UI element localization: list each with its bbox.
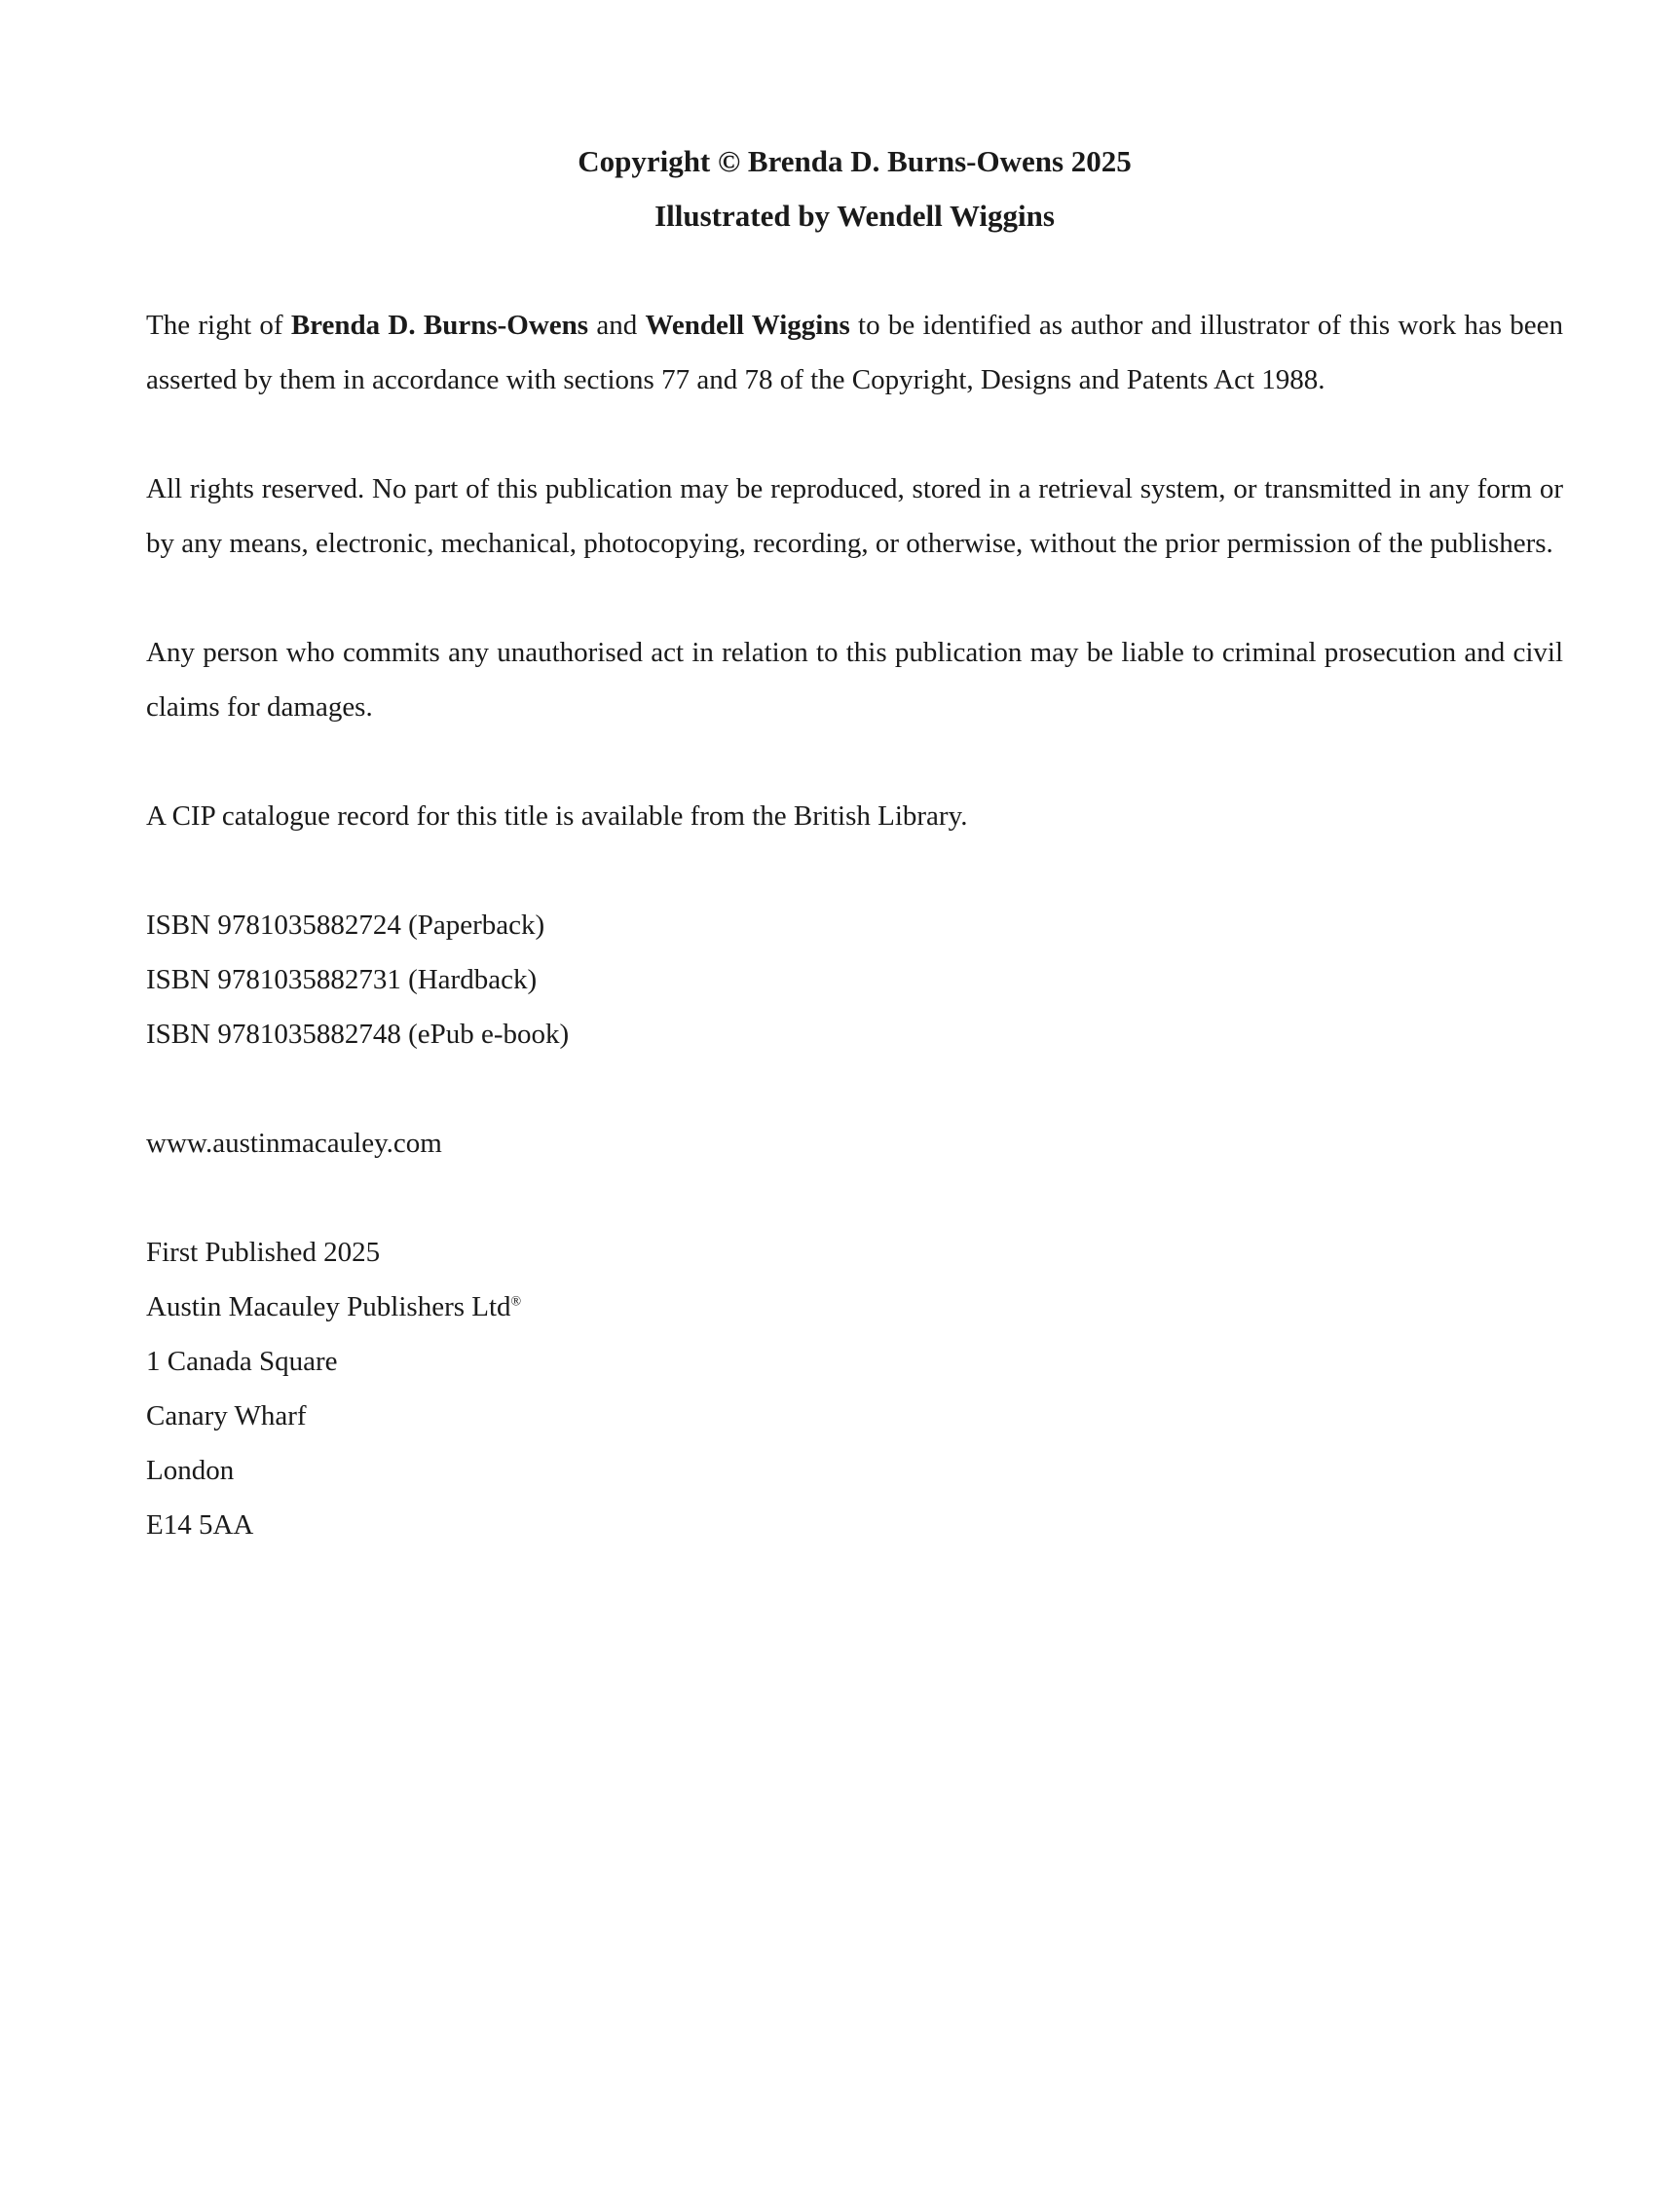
address-line-4: E14 5AA [146, 1509, 254, 1541]
rights-prefix: The right of [146, 310, 291, 341]
illustrator-name: Wendell Wiggins [645, 310, 850, 341]
spacer [146, 734, 1563, 789]
spacer [146, 1061, 1563, 1116]
liability-statement: Any person who commits any unauthorised act in relation to this publication may be liable to criminal prosecution and civil claims for damages. [146, 637, 1563, 723]
isbn-paperback: ISBN 9781035882724 (Paperback) [146, 910, 545, 941]
rights-conjunction: and [588, 310, 646, 341]
spacer [146, 1171, 1563, 1225]
isbn-ebook: ISBN 9781035882748 (ePub e-book) [146, 1019, 570, 1050]
registered-mark: ® [510, 1294, 522, 1310]
rights-suffix: to be identified as author and illustrator of this work has been asserted by them in accordance with sections 77 and 78 of the Copyright, Designs and Patents Act 1988. [146, 310, 1564, 395]
address-line-2: Canary Wharf [146, 1400, 307, 1431]
author-name: Brenda D. Burns-Owens [290, 310, 589, 341]
address-line-3: London [146, 1455, 235, 1486]
illustrator-heading: Illustrated by Wendell Wiggins [654, 199, 1055, 233]
publisher-name [146, 1280, 1563, 1334]
first-published: First Published 2025 [146, 1237, 381, 1268]
rights-statement [146, 298, 1563, 407]
publisher-website: www.austinmacauley.com [146, 1128, 442, 1159]
cip-statement: A CIP catalogue record for this title is available from the British Library. [146, 800, 968, 832]
isbn-hardback: ISBN 9781035882731 (Hardback) [146, 964, 538, 995]
spacer [146, 243, 1563, 298]
spacer [146, 407, 1563, 462]
spacer [146, 571, 1563, 625]
spacer [146, 843, 1563, 898]
copyright-heading: Copyright © Brenda D. Burns-Owens 2025 [578, 144, 1132, 178]
all-rights-reserved: All rights reserved. No part of this publication may be reproduced, stored in a retrieval system, or transmitted in any form or by any means, electronic, mechanical, photocopying, recording, or otherwise, without the prior permission of the publishers. [146, 473, 1563, 559]
publisher-name-text: Austin Macauley Publishers Ltd [146, 1291, 511, 1322]
copyright-page [146, 134, 1563, 1552]
address-line-1: 1 Canada Square [146, 1346, 338, 1377]
